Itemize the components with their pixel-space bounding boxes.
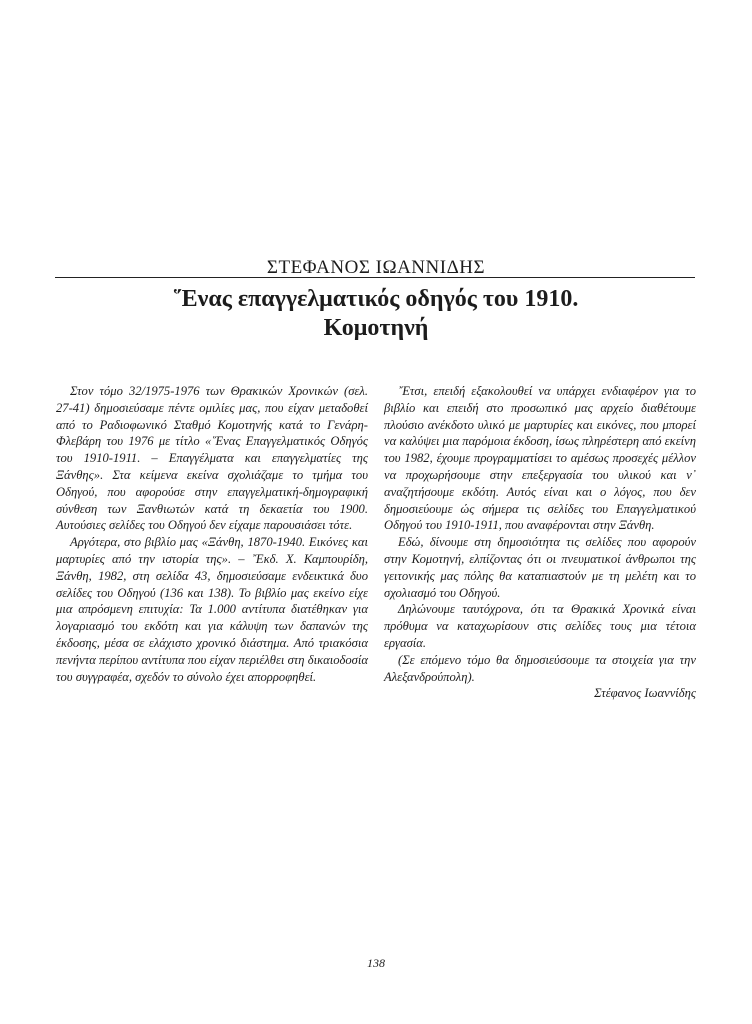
paragraph: Εδώ, δίνουμε στη δημοσιότητα τις σελίδες που αφορούν στην Κομοτηνή, ελπίζοντας ότι οι πνευματικοί άνθρωποι της γειτονικής μας πόλης θα καταπιαστούν με τη μελέτη και το σχολιασμό του Οδηγού.	[384, 535, 696, 600]
left-column	[56, 383, 368, 685]
title-line-1: ῞Ενας επαγγελματικός οδηγός του 1910.	[173, 286, 579, 312]
author-name: ΣΤΕΦΑΝΟΣ ΙΩΑΝΝΙΔΗΣ	[266, 257, 486, 278]
paragraph: Δηλώνουμε ταυτόχρονα, ότι τα Θρακικά Χρονικά είναι πρόθυμα να καταχωρίσουν στις σελίδες τους μια τέτοια εργασία.	[384, 602, 696, 650]
paragraph: Στον τόμο 32/1975-1976 των Θρακικών Χρονικών (σελ. 27-41) δημοσιεύσαμε πέντε ομιλίες μας, που είχαν μεταδοθεί από το Ραδιοφωνικό Σταθμό Κομοτηνής κατά το Γενάρη-Φλεβάρη του 1976 με τίτλο «῞Ενας Επαγγελματικός Οδηγός του 1910-1911. – Επαγγέλματα και επαγγελματίες της Ξάνθης». Στα κείμενα εκείνα σχολιάζαμε το τμήμα του Οδηγού, που αφορούσε στην επαγγελματική-δημογραφική σύνθεση των Ξανθιωτών κατά τη δεκαετία του 1900. Αυτούσιες σελίδες του Οδηγού δεν είχαμε παρουσιάσει τότε.	[56, 384, 368, 533]
page-number: 138	[367, 956, 385, 970]
signature: Στέφανος Ιωαννίδης	[594, 686, 696, 701]
paragraph: Αργότερα, στο βιβλίο μας «Ξάνθη, 1870-1940. Εικόνες και μαρτυρίες από την ιστορία της». – ῎Εκδ. Χ. Καμπουρίδη, Ξάνθη, 1982, στη σελίδα 43, δημοσιεύσαμε ενδεικτικά δυο σελίδες του Οδηγού (136 και 138). Το βιβλίο μας εκείνο είχε μια απρόσμενη επιτυχία: Τα 1.000 αντίτυπα διατέθηκαν για λογαριασμό του εκδότη και για κάλυψη των δαπανών της έκδοσης, μέσα σε ελάχιστο χρονικό διάστημα. Από τριακόσια πενήντα περίπου αντίτυπα που είχαν περιέλθει στη δικαιοδοσία του συγγραφέα, σχεδόν το σύνολο έχει απορροφηθεί.	[56, 535, 368, 684]
paragraph: (Σε επόμενο τόμο θα δημοσιεύσουμε τα στοιχεία για την Αλεξανδρούπολη).	[384, 652, 696, 684]
paragraph: ῎Ετσι, επειδή εξακολουθεί να υπάρχει ενδιαφέρον για το βιβλίο και επειδή στο προσωπικό μας αρχείο διαθέτουμε πλούσιο ανέκδοτο υλικό με μαρτυρίες και εικόνες, που μπορεί να καλύψει μια παρόμοια έκδοση, ίσως πληρέστερη από εκείνη του 1982, έχουμε προγραμματίσει το αμέσως προσεχές μέλλον να προχωρήσουμε στην επεξεργασία του υλικού και ν᾽ αναζητήσουμε εκδότη. Αυτός είναι και ο λόγος, που δεν δημοσιεύουμε ώς σήμερα τις σελίδες του Επαγγελματικού Οδηγού του 1910-1911, που αναφέρονται στην Ξάνθη.	[384, 384, 696, 533]
title-line-2: Κομοτηνή	[323, 315, 429, 341]
header-rule	[55, 277, 695, 278]
right-column	[384, 383, 696, 702]
article-title	[56, 285, 696, 343]
